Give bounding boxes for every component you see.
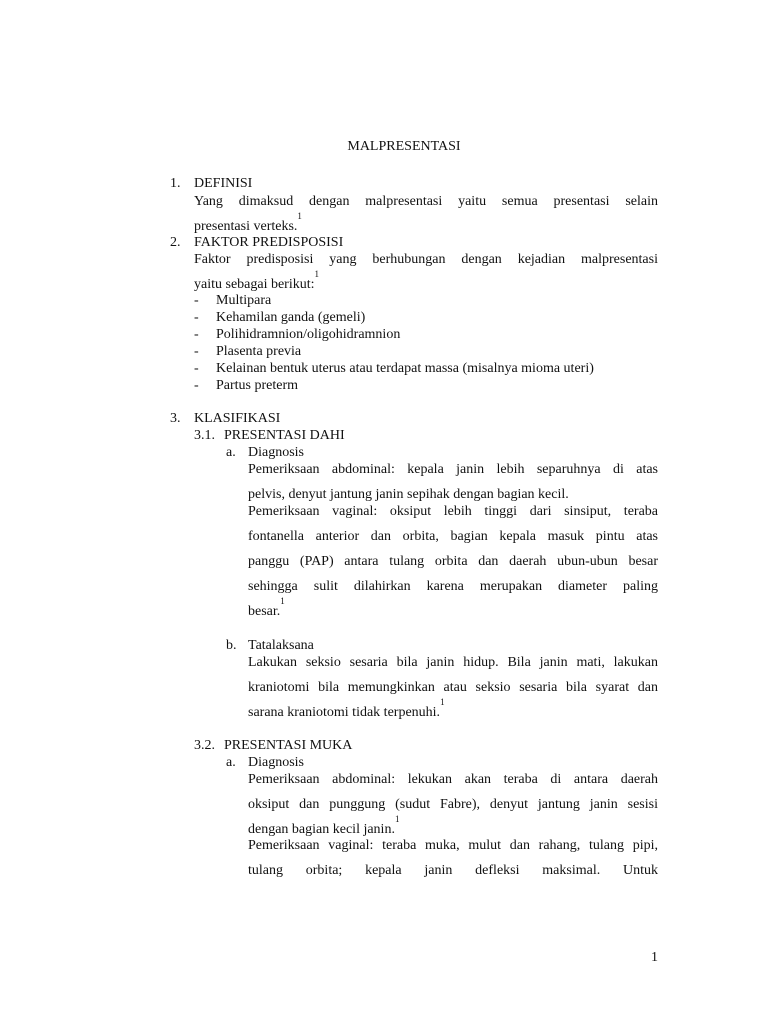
paragraph-line: oksiput dan punggung (sudut Fabre), denyut jantung janin sesisi bbox=[248, 797, 658, 812]
section-2-number: 2. bbox=[170, 235, 181, 250]
paragraph-line: Pemeriksaan vaginal: oksiput lebih tinggi dari sinsiput, teraba bbox=[248, 504, 658, 519]
section-2-heading: FAKTOR PREDISPOSISI bbox=[194, 235, 344, 250]
list-bullet: - bbox=[194, 361, 199, 376]
list-item: Polihidramnion/oligohidramnion bbox=[216, 327, 401, 342]
paragraph-line: Lakukan seksio sesaria bila janin hidup. Bila janin mati, lakukan bbox=[248, 655, 658, 670]
section-1-text-line: presentasi verteks.$^1$ bbox=[194, 211, 302, 234]
subsection-3-2-a-heading: Diagnosis bbox=[248, 755, 304, 770]
subsection-3-2-heading: PRESENTASI MUKA bbox=[224, 738, 353, 753]
paragraph-line: kraniotomi bila memungkinkan atau seksio sesaria bila syarat dan bbox=[248, 680, 658, 695]
paragraph-line: besar.$^1$ bbox=[248, 596, 285, 619]
section-2-text-line: Faktor predisposisi yang berhubungan dengan kejadian malpresentasi bbox=[194, 252, 658, 267]
paragraph-line: tulang orbita; kepala janin defleksi maksimal. Untuk bbox=[248, 863, 658, 878]
list-item: Multipara bbox=[216, 293, 272, 308]
section-3-number: 3. bbox=[170, 411, 181, 426]
subsection-3-2-a-label: a. bbox=[226, 755, 236, 770]
paragraph-line: Pemeriksaan abdominal: lekukan akan teraba di antara daerah bbox=[248, 772, 658, 787]
list-bullet: - bbox=[194, 293, 199, 308]
footnote-ref: 1 bbox=[440, 697, 445, 707]
page-number: 1 bbox=[651, 950, 658, 965]
section-1-text-line: Yang dimaksud dengan malpresentasi yaitu semua presentasi selain bbox=[194, 194, 658, 209]
paragraph-line: sarana kraniotomi tidak terpenuhi.$^1$ bbox=[248, 697, 445, 720]
list-bullet: - bbox=[194, 327, 199, 342]
footnote-ref: 1 bbox=[314, 269, 320, 279]
list-item: Partus preterm bbox=[216, 378, 299, 393]
footnote-ref: 1 bbox=[297, 211, 302, 221]
list-item: Plasenta previa bbox=[216, 344, 302, 359]
subsection-3-1-heading: PRESENTASI DAHI bbox=[224, 428, 345, 443]
paragraph-line: dengan bagian kecil janin.$^1$ bbox=[248, 814, 400, 837]
subsection-3-2-number: 3.2. bbox=[194, 738, 215, 753]
footnote-ref: 1 bbox=[280, 596, 285, 606]
list-bullet: - bbox=[194, 378, 199, 393]
paragraph-line: Pemeriksaan vaginal: teraba muka, mulut dan rahang, tulang pipi, bbox=[248, 838, 658, 853]
paragraph-line: panggu (PAP) antara tulang orbita dan daerah ubun-ubun besar bbox=[248, 554, 658, 569]
paragraph-line: pelvis, denyut jantung janin sepihak dengan bagian kecil. bbox=[248, 487, 569, 502]
paragraph-line: sehingga sulit dilahirkan karena merupakan diameter paling bbox=[248, 579, 658, 594]
section-1-heading: DEFINISI bbox=[194, 176, 253, 191]
footnote-ref: 1 bbox=[394, 814, 400, 824]
list-item: Kelainan bentuk uterus atau terdapat massa (misalnya mioma uteri) bbox=[216, 361, 594, 376]
paragraph-line: Pemeriksaan abdominal: kepala janin lebih separuhnya di atas bbox=[248, 462, 658, 477]
list-bullet: - bbox=[194, 344, 199, 359]
paragraph-line: fontanella anterior dan orbita, bagian kepala masuk pintu atas bbox=[248, 529, 658, 544]
document-title: MALPRESENTASI bbox=[347, 139, 461, 154]
subsection-3-1-b-heading: Tatalaksana bbox=[248, 638, 314, 653]
section-2-text-line: yaitu sebagai berikut:$^1$ bbox=[194, 269, 320, 292]
section-3-heading: KLASIFIKASI bbox=[194, 411, 281, 426]
subsection-3-1-a-heading: Diagnosis bbox=[248, 445, 304, 460]
subsection-3-1-b-label: b. bbox=[226, 638, 237, 653]
subsection-3-1-a-label: a. bbox=[226, 445, 236, 460]
list-item: Kehamilan ganda (gemeli) bbox=[216, 310, 366, 325]
subsection-3-1-number: 3.1. bbox=[194, 428, 215, 443]
list-bullet: - bbox=[194, 310, 199, 325]
section-1-number: 1. bbox=[170, 176, 181, 191]
